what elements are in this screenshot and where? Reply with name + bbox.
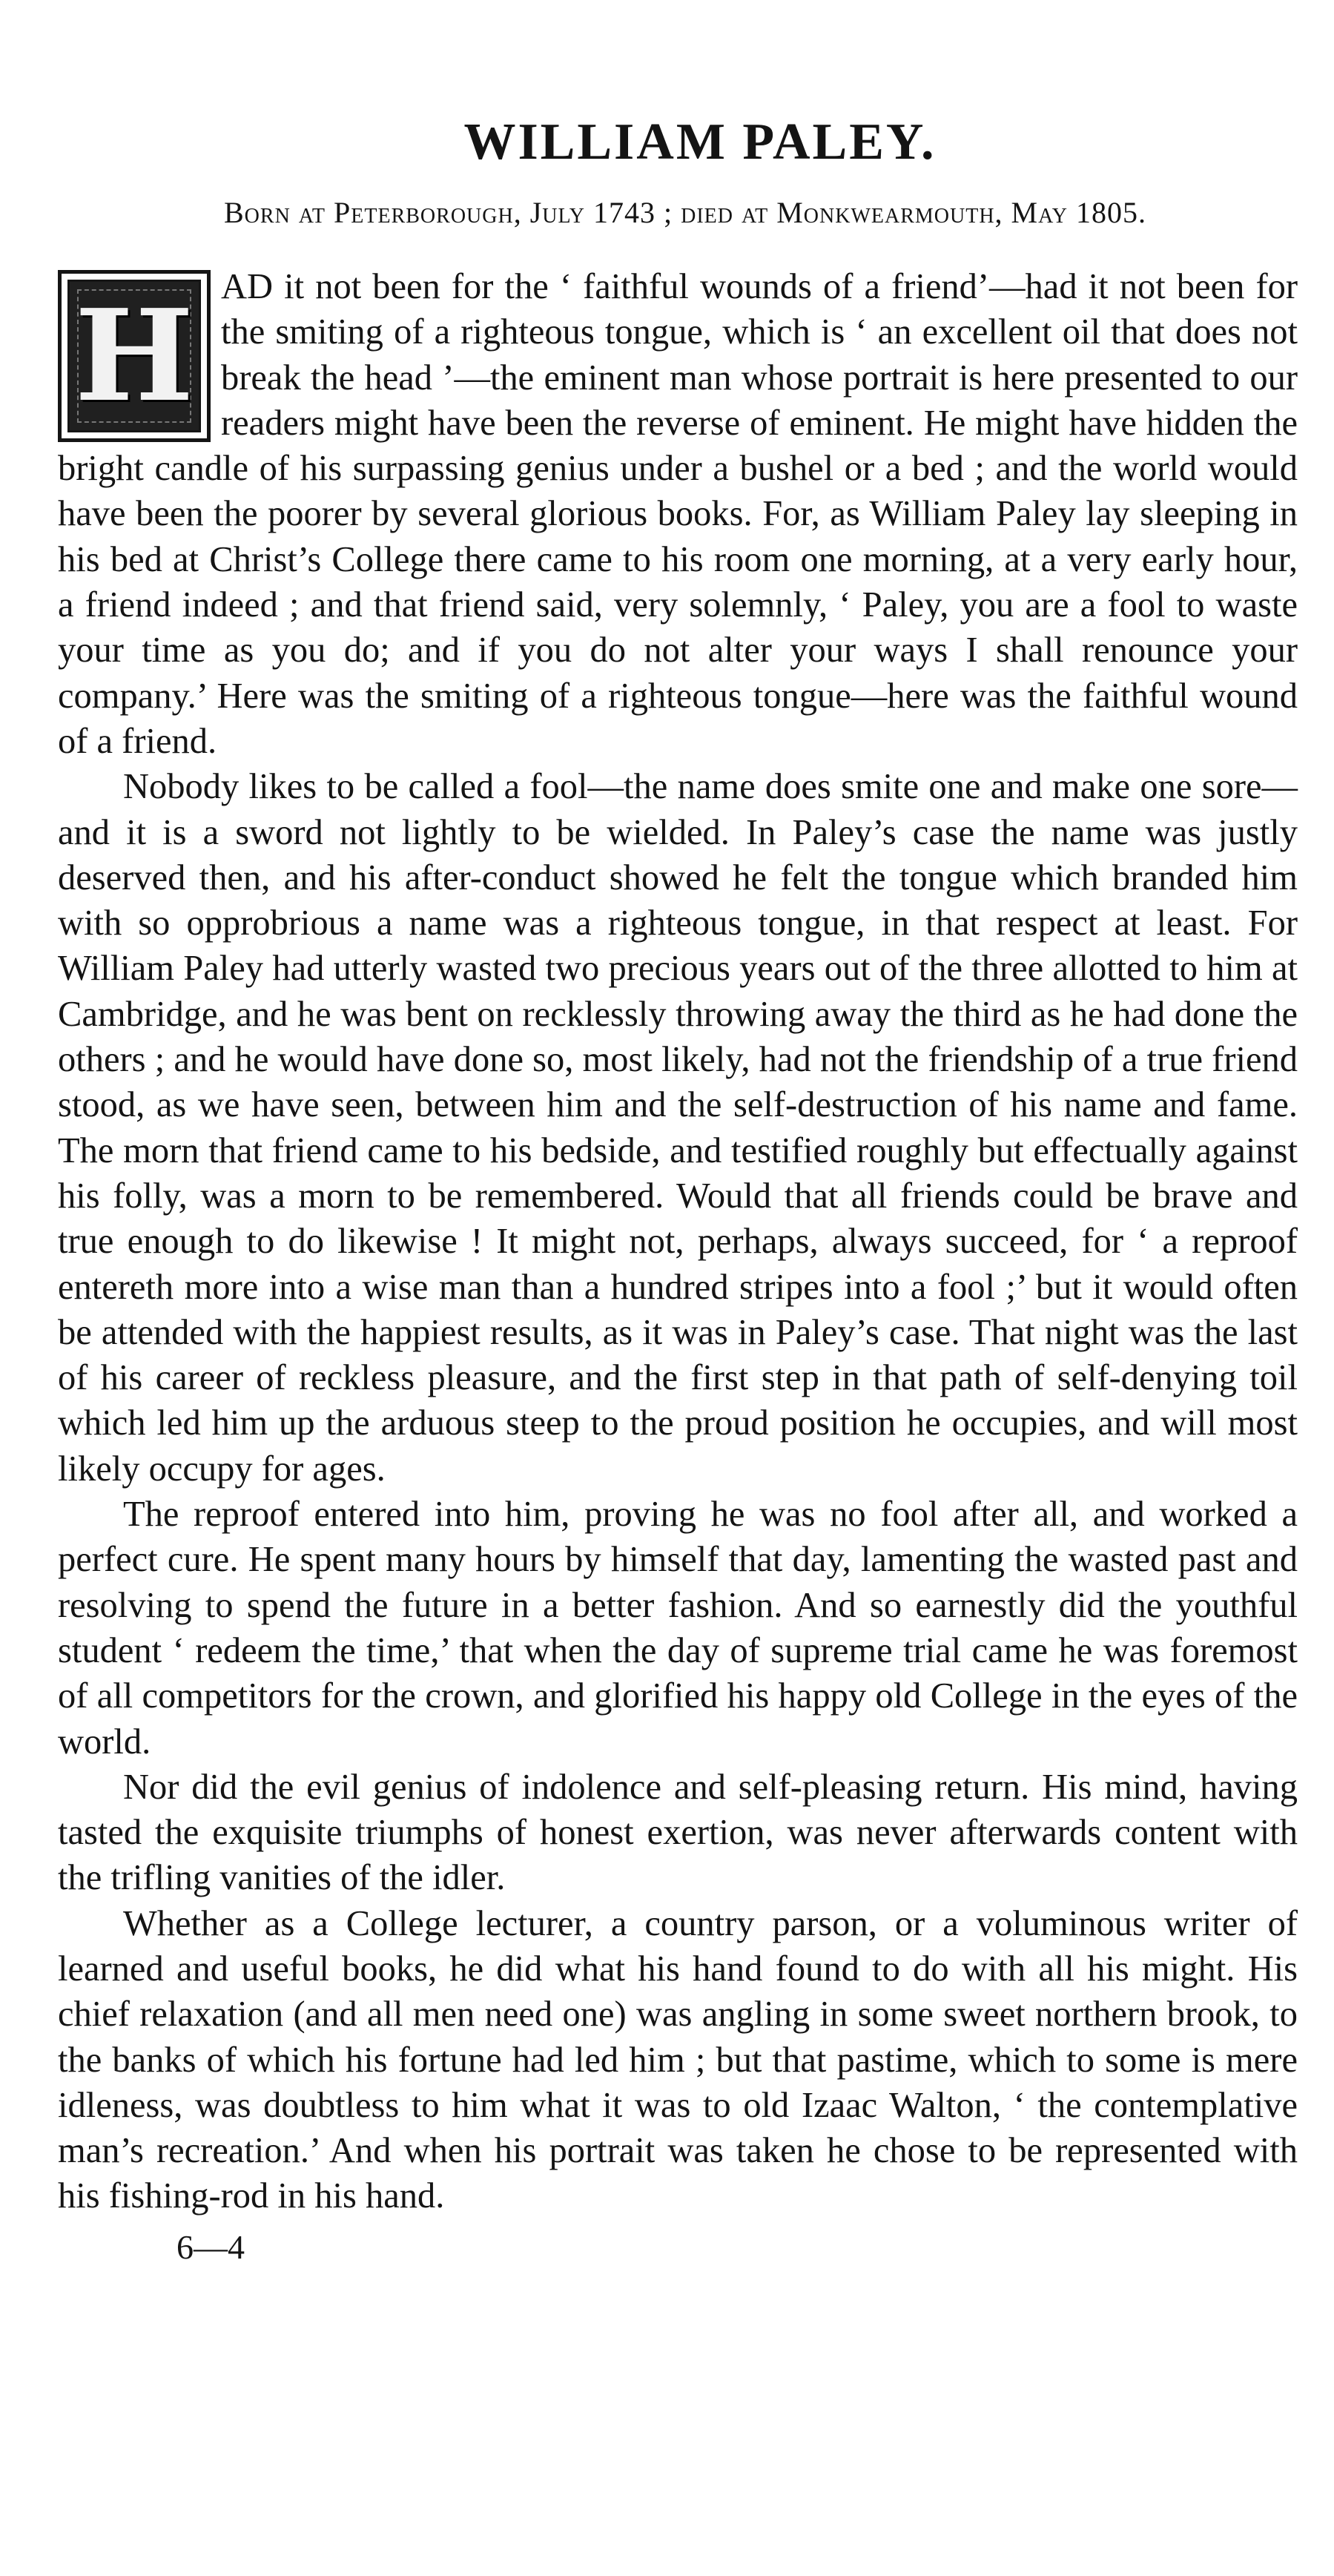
paragraph: Nor did the evil genius of indolence and self-pleasing return. His mind, having tasted the exquisite triumphs of honest exertion, was never afterwards content with the trifling vanities of the idler.: [58, 1767, 1298, 1898]
page-title: WILLIAM PALEY.: [463, 113, 937, 171]
drop-cap-letter: H: [74, 282, 194, 430]
paragraph: Whether as a College lecturer, a country parson, or a voluminous writer of learned and useful books, he did what his hand found to do with all his might. His chief relaxation (and all men need one) was angling in some sweet northern brook, to the banks of which his fortune had led him ; but that pastime, which to some is mere idleness, was doubtless to him what it was to old Izaac Walton, ‘ the contemplative man’s recreation.’ And when his portrait was taken he chose to be represented with his fishing-rod in his hand.: [58, 1903, 1298, 2216]
page-number: 6—4: [176, 2227, 245, 2266]
paragraph: The reproof entered into him, proving he was no fool after all, and worked a perfect cure. He spent many hours by himself that day, lamenting the wasted past and resolving to spend the future in a better fashion. And so earnestly did the youthful student ‘ redeem the time,’ that when the day of supreme trial came he was foremost of all competitors for the crown, and glorified his happy old College in the eyes of the world.: [58, 1495, 1298, 1762]
ornamental-initial-icon: [58, 270, 211, 442]
paragraph: Nobody likes to be called a fool—the name does smite one and make one sore—and it is a sword not lightly to be wielded. In Paley’s case the name was justly deserved then, and his after-conduct showed he felt the tongue which branded him with so opprobrious a name was a righteous tongue, in that respect at least. For William Paley had utterly wasted two precious years out of the three allotted to him at Cambridge, and he was bent on recklessly throwing away the third as he had done the others ; and he would have done so, most likely, had not the friendship of a true friend stood, as we have seen, between him and the self-destruction of his name and fame. The morn that friend came to his bedside, and testified roughly but effectually against his folly, was a morn to be remembered. Would that all friends could be brave and true enough to do likewise ! It might not, perhaps, always succeed, for ‘ a reproof entereth more into a wise man than a hundred stripes into a fool ;’ but it would often be attended with the happiest results, as it was in Paley’s case. That night was the last of his career of reckless pleasure, and the first step in that path of self-denying toil which led him up the arduous steep to the proud position he occupies, and will most likely occupy for ages.: [58, 767, 1298, 1489]
page-subtitle: Born at Peterborough, July 1743 ; died at Monkwearmouth, May 1805.: [224, 196, 1146, 229]
document-page: [58, 111, 1298, 2270]
drop-cap-frame: [67, 280, 201, 432]
paragraph: AD it not been for the ‘ faithful wounds of a friend’—had it not been for the smiting of a righteous tongue, which is ‘ an excellent oil that does not break the head ’—the eminent man whose portrait is here presented to our readers might have been the reverse of eminent. He might have hidden the bright candle of his surpassing genius under a bushel or a bed ; and the world would have been the poorer by several glorious books. For, as William Paley lay sleeping in his bed at Christ’s College there came to his room one morning, at a very early hour, a friend indeed ; and that friend said, very solemnly, ‘ Paley, you are a fool to waste your time as you do; and if you do not alter your ways I shall renounce your company.’ Here was the smiting of a righteous tongue—here was the faithful wound of a friend.: [58, 267, 1298, 761]
article-body: [58, 264, 1298, 2219]
